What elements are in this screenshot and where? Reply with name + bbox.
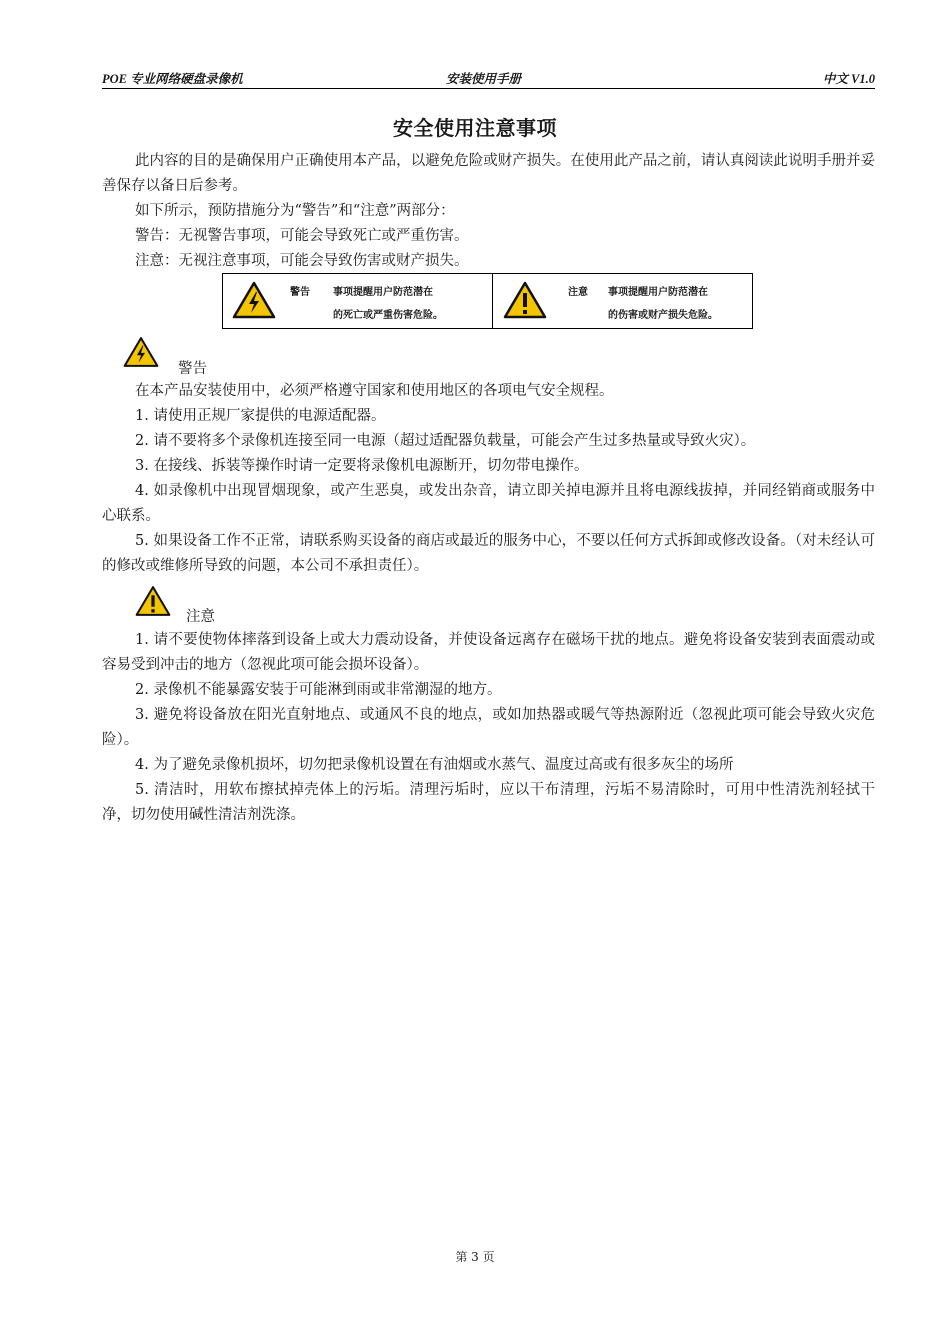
- warning-item-4: 4. 如录像机中出现冒烟现象，或产生恶臭，或发出杂音，请立即关掉电源并且将电源线拔掉，并同经销商或服务中心联系。: [102, 483, 875, 524]
- warning-item-1: 1. 请使用正规厂家提供的电源适配器。: [135, 408, 386, 424]
- intro-warning-definition: 警告：无视警告事项，可能会导致死亡或严重伤害。: [135, 228, 469, 244]
- warning-item-3: 3. 在接线、拆装等操作时请一定要将录像机电源断开，切勿带电操作。: [135, 458, 589, 474]
- electric-shock-warning-icon: [123, 336, 159, 368]
- warning-item-5: 5. 如果设备工作不正常，请联系购买设备的商店或最近的服务中心，不要以任何方式拆卸或修改设备。（对未经认可的修改或维修所导致的问题，本公司不承担责任）。: [102, 533, 875, 574]
- intro-paragraph: 此内容的目的是确保用户正确使用本产品，以避免危险或财产损失。在使用此产品之前，请认真阅读此说明手册并妥善保存以备日后参考。: [102, 153, 875, 194]
- intro-caution-definition: 注意：无视注意事项，可能会导致伤害或财产损失。: [135, 253, 469, 269]
- notice-caution-line1: 事项提醒用户防范潜在: [608, 287, 708, 298]
- warning-item-2: 2. 请不要将多个录像机连接至同一电源（超过适配器负载量，可能会产生过多热量或导致火灾）。: [135, 433, 756, 449]
- page-title: 安全使用注意事项: [393, 116, 557, 140]
- caution-item-3: 3. 避免将设备放在阳光直射地点、或通风不良的地点，或如加热器或暖气等热源附近（忽视此项可能会导致火灾危险）。: [102, 707, 875, 748]
- caution-item-4: 4. 为了避免录像机损坏，切勿把录像机设置在有油烟或水蒸气、温度过高或有很多灰尘的场所: [135, 757, 734, 773]
- header-product-name: POE 专业网络硬盘录像机: [102, 72, 243, 86]
- warning-lead: 在本产品安装使用中，必须严格遵守国家和使用地区的各项电气安全规程。: [135, 383, 614, 399]
- page-header: [102, 68, 875, 89]
- intro-precaution-types: 如下所示，预防措施分为“警告”和“注意”两部分：: [135, 203, 455, 219]
- notice-caution-line2: 的伤害或财产损失危险。: [608, 310, 718, 321]
- warning-section-label: 警告: [178, 361, 207, 377]
- notice-warning-line1: 事项提醒用户防范潜在: [333, 287, 433, 298]
- notice-legend-table: [222, 273, 753, 329]
- notice-warning-line2: 的死亡或严重伤害危险。: [333, 310, 443, 321]
- notice-warning-tag: 警告: [290, 287, 310, 298]
- page-number: 第 3 页: [455, 1250, 495, 1264]
- exclamation-caution-icon: [503, 281, 547, 319]
- electric-shock-warning-icon: [232, 281, 276, 319]
- exclamation-caution-icon: [135, 585, 171, 617]
- notice-caution-tag: 注意: [568, 287, 588, 298]
- notice-cell-warning: [223, 274, 492, 328]
- notice-cell-caution: [493, 274, 753, 328]
- caution-item-1: 1. 请不要使物体摔落到设备上或大力震动设备，并使设备远离存在磁场干扰的地点。避免将设备安装到表面震动或容易受到冲击的地方（忽视此项可能会损坏设备）。: [102, 632, 875, 673]
- header-manual-title: 安装使用手册: [446, 72, 522, 86]
- caution-item-5: 5. 清洁时，用软布擦拭掉壳体上的污垢。清理污垢时，应以干布清理，污垢不易清除时，可用中性清洗剂轻拭干净，切勿使用碱性清洁剂洗涤。: [102, 782, 875, 823]
- caution-item-2: 2. 录像机不能暴露安装于可能淋到雨或非常潮湿的地方。: [135, 682, 502, 698]
- header-version: 中文 V1.0: [822, 72, 875, 86]
- caution-section-label: 注意: [186, 609, 215, 625]
